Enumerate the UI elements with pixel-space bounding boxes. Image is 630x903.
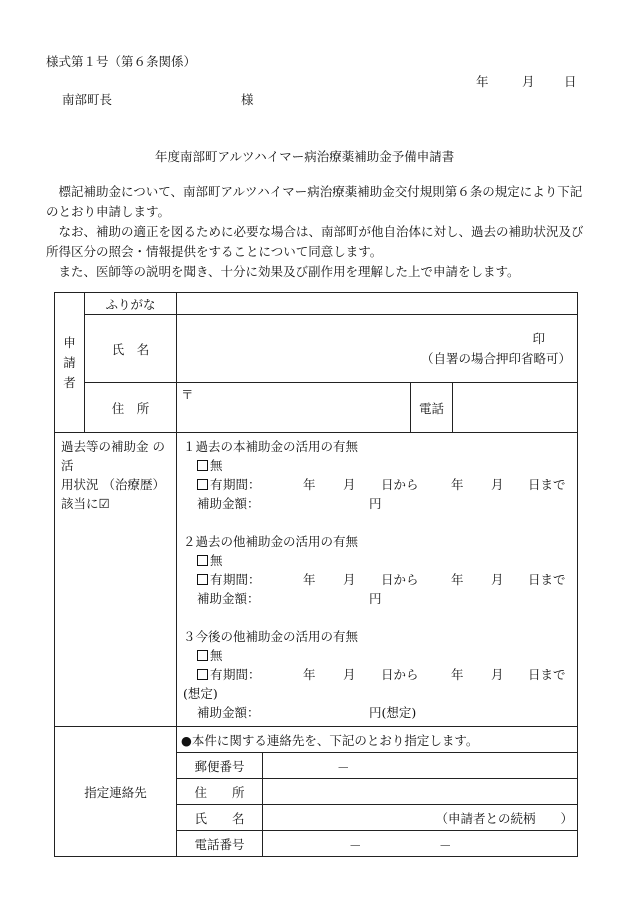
phone-dash-2: －: [439, 838, 452, 853]
intro-paragraph-2: なお、補助の適正を図るために必要な場合は、南部町が他自治体に対し、過去の補助状況及び所得区分の照会・情報提供をすることについて同意します。: [46, 224, 584, 259]
address-field[interactable]: [177, 383, 411, 433]
history-item-2-heading: ２過去の他補助金の活用の有無: [183, 534, 359, 549]
history-item-3-none-option[interactable]: 無: [183, 646, 571, 665]
history-item-1-yes-option[interactable]: 有 期間： 年 月 日から 年 月 日まで: [183, 475, 571, 494]
history-item-3-heading: ３今後の他補助金の活用の有無: [183, 629, 359, 644]
date-year-label: 年: [476, 74, 489, 89]
seal-mark: 印: [532, 331, 545, 346]
history-item-2-yes-option[interactable]: 有 期間： 年 月 日から 年 月 日まで: [183, 570, 571, 589]
postal-dash: －: [337, 760, 350, 775]
document-title: 年度南部町アルツハイマー病治療薬補助金予備申請書: [155, 149, 455, 164]
checkbox-icon: [197, 574, 208, 585]
history-item-3-yes-option[interactable]: 有 期間： 年 月 日から 年 月 日まで: [183, 665, 571, 684]
checkbox-icon: [197, 650, 208, 661]
history-label: 過去等の補助金 の活 用状況 （治療歴） 該当に☑: [55, 433, 177, 727]
date-day-label: 日: [564, 74, 577, 89]
intro-paragraph-1: 標記補助金について、南部町アルツハイマー病治療薬補助金交付規則第６条の規定により下記のとおり申請します。: [46, 184, 583, 219]
contact-postal-field[interactable]: [263, 753, 578, 779]
history-item-2-amount: 補助金額： 円: [197, 591, 382, 606]
contact-phone-field[interactable]: [263, 831, 578, 857]
contact-address-label: 住 所: [177, 779, 263, 805]
name-field[interactable]: [177, 315, 578, 383]
phone-dash-1: －: [349, 838, 362, 853]
seal-note: （自署の場合押印省略可）: [420, 351, 571, 366]
history-item-1-heading: １過去の本補助金の活用の有無: [183, 439, 359, 454]
history-item-1-amount: 補助金額： 円: [197, 496, 382, 511]
history-item-2-none-option[interactable]: 無: [183, 551, 571, 570]
address-label: 住 所: [85, 383, 177, 433]
contact-lead: ●本件に関する連絡先を、下記のとおり指定します。: [177, 727, 578, 753]
addressee: 南部町長: [62, 92, 113, 107]
contact-postal-label: 郵便番号: [177, 753, 263, 779]
contact-phone-label: 電話番号: [177, 831, 263, 857]
checkbox-icon: [197, 460, 208, 471]
furigana-field[interactable]: [177, 293, 578, 315]
phone-label: 電話: [411, 383, 453, 433]
postal-mark: 〒: [181, 387, 194, 402]
contact-address-field[interactable]: [263, 779, 578, 805]
history-item-3-extra: (想定): [183, 686, 218, 701]
furigana-label: ふりがな: [85, 293, 177, 315]
history-item-3-amount: 補助金額： 円(想定): [197, 705, 417, 720]
intro-paragraph-3: また、医師等の説明を聞き、十分に効果及び副作用を理解した上で申請をします。: [58, 264, 520, 279]
relation-note: （申請者との続柄 ）: [435, 810, 573, 826]
checkbox-icon: [197, 669, 208, 680]
contact-label: 指定連絡先: [55, 727, 177, 857]
addressee-honorific: 様: [241, 92, 254, 107]
history-content: [177, 433, 578, 727]
name-label: 氏 名: [85, 315, 177, 383]
form-number: 様式第１号（第６条関係）: [46, 54, 197, 69]
contact-name-label: 氏 名: [177, 805, 263, 831]
checkbox-icon: [197, 555, 208, 566]
phone-field[interactable]: [453, 383, 578, 433]
date-month-label: 月: [522, 74, 535, 89]
application-form-table: [54, 292, 578, 857]
applicant-section-label: 申 請 者: [55, 293, 85, 433]
contact-name-field[interactable]: [263, 805, 578, 831]
history-item-1-none-option[interactable]: 無: [183, 456, 571, 475]
checkbox-icon: [197, 479, 208, 490]
